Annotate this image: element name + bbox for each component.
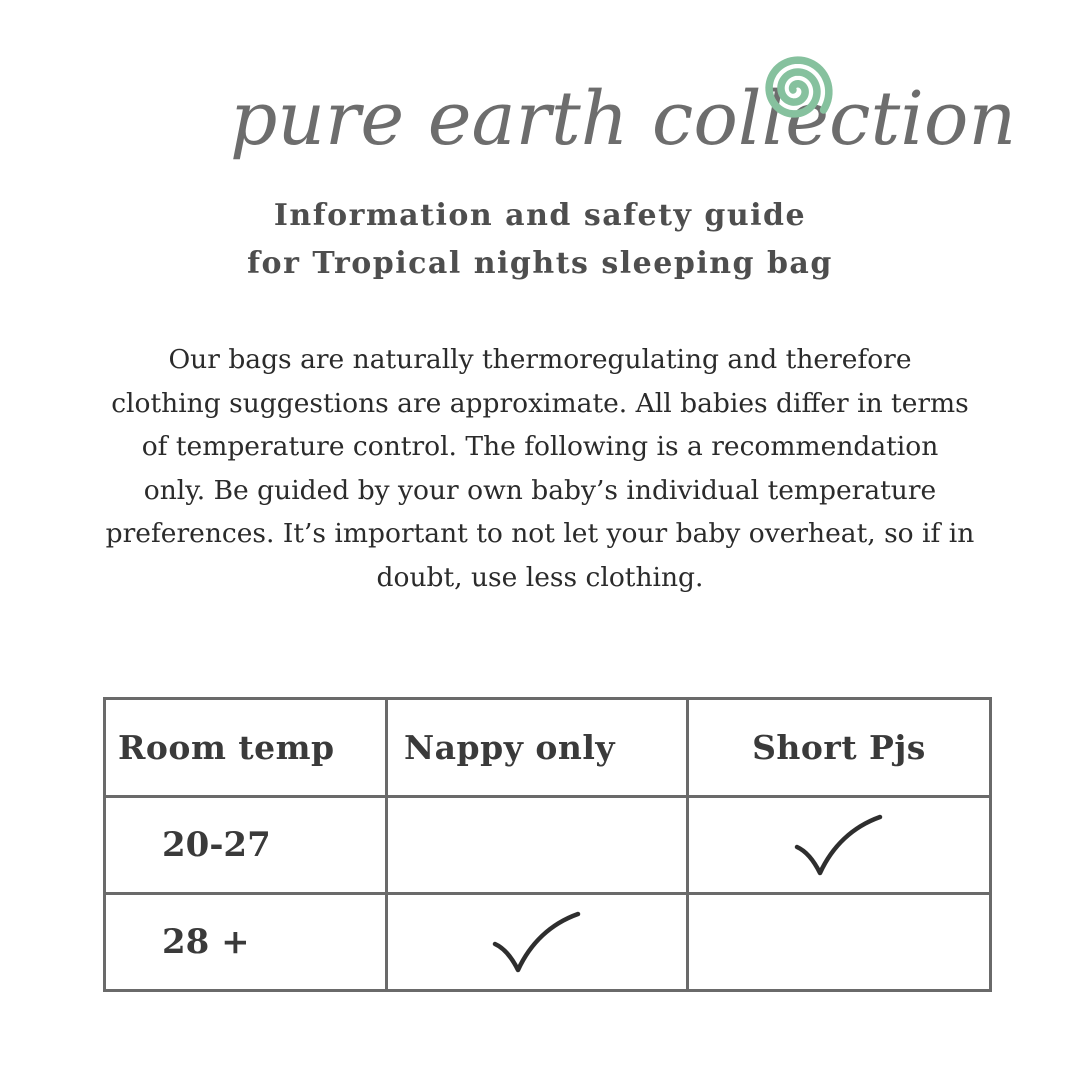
table-header-row [105, 699, 991, 797]
title-line-2: for Tropical nights sleeping bag [247, 246, 833, 281]
temperature-table [103, 697, 992, 992]
page-title [0, 192, 1080, 288]
brand-logo [0, 40, 1080, 200]
intro-line: only. Be guided by your own baby’s individual temperature [143, 474, 937, 506]
intro-line: doubt, use less clothing. [376, 561, 704, 593]
intro-paragraph [20, 338, 1060, 599]
intro-line: of temperature control. The following is a recommendation [141, 431, 939, 462]
nappy-only-cell [387, 894, 688, 991]
temp-cell: 20-27 [105, 797, 387, 894]
nappy-only-cell [387, 797, 688, 894]
intro-line: clothing suggestions are approximate. All babies differ in terms [111, 387, 969, 419]
intro-line: preferences. It’s important to not let your baby overheat, so if in [105, 518, 975, 549]
brand-wordmark: pure earth collection [230, 76, 1017, 162]
checkmark-icon [492, 910, 582, 974]
title-line-1: Information and safety guide [273, 198, 807, 233]
intro-line: Our bags are naturally thermoregulating and therefore [168, 344, 912, 375]
table-row [105, 894, 991, 991]
header-room-temp: Room temp [105, 699, 387, 797]
short-pjs-cell [688, 797, 991, 894]
short-pjs-cell [688, 894, 991, 991]
spiral-logo-icon [756, 50, 836, 130]
clothing-guide-table [103, 697, 989, 987]
header-short-pjs: Short Pjs [688, 699, 991, 797]
table-row [105, 797, 991, 894]
temp-cell: 28 + [105, 894, 387, 991]
checkmark-icon [794, 813, 884, 877]
header-nappy-only: Nappy only [387, 699, 688, 797]
